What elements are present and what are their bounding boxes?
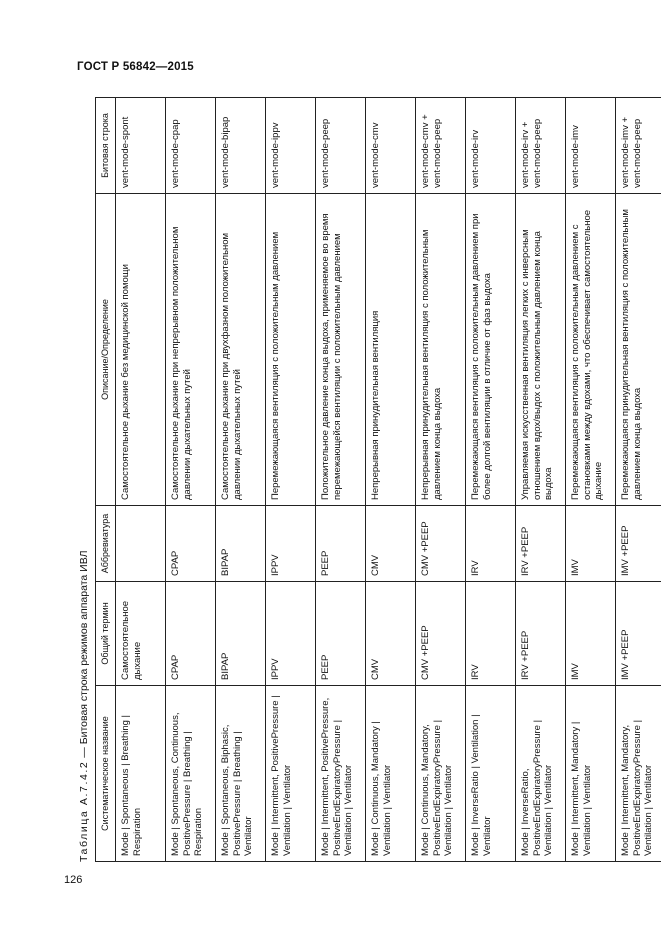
cell-common-term: CMV +PEEP	[416, 582, 466, 686]
table-row	[616, 98, 661, 862]
cell-description: Перемежающаяся принудительная вентиляция с положительным давлением конца выдоха	[616, 194, 661, 506]
cell-abbreviation: IMV +PEEP	[616, 506, 661, 582]
cell-bit-string: vent-mode-irv	[466, 98, 516, 194]
table-header-row	[96, 98, 116, 862]
cell-abbreviation: PEEP	[316, 506, 366, 582]
cell-abbreviation: CMV	[366, 506, 416, 582]
cell-description: Непрерывная принудительная вентиляция с положительным давлением конца выдоха	[416, 194, 466, 506]
cell-common-term: BIPAP	[216, 582, 266, 686]
cell-systematic-name: Mode | Continuous, Mandatory | Ventilation | Ventilator	[366, 686, 416, 862]
cell-common-term: CMV	[366, 582, 416, 686]
cell-abbreviation: BIPAP	[216, 506, 266, 582]
cell-description: Перемежающаяся вентиляция с положительным давлением при более долгой вентиляции в отличие от фаз выдоха	[466, 194, 516, 506]
table-row	[116, 98, 166, 862]
column-header-abbreviation: Аббревиатура	[96, 506, 116, 582]
cell-systematic-name: Mode | InverseRatio | Ventilation | Ventilator	[466, 686, 516, 862]
cell-bit-string: vent-mode-cmv + vent-mode-peep	[416, 98, 466, 194]
cell-abbreviation: IRV	[466, 506, 516, 582]
cell-abbreviation	[116, 506, 166, 582]
rotated-table-region	[77, 98, 654, 862]
table-row	[566, 98, 616, 862]
cell-description: Самостоятельное дыхание при двухфазном положительном давлении дыхательных путей	[216, 194, 266, 506]
table-caption-text: — Битовая строка режимов аппарата ИВЛ	[78, 550, 90, 761]
cell-common-term: IMV +PEEP	[616, 582, 661, 686]
cell-bit-string: vent-mode-imv + vent-mode-peep	[616, 98, 661, 194]
column-header-common-term: Общий термин	[96, 582, 116, 686]
cell-systematic-name: Mode | Intermittent, Mandatory, PositiveEndExpiratoryPressure | Ventilation | Ventilator	[616, 686, 661, 862]
table-row	[416, 98, 466, 862]
cell-common-term: IRV	[466, 582, 516, 686]
cell-common-term: IMV	[566, 582, 616, 686]
table-row	[216, 98, 266, 862]
cell-abbreviation: IPPV	[266, 506, 316, 582]
cell-systematic-name: Mode | Intermittent, PositivePressure | Ventilation | Ventilator	[266, 686, 316, 862]
cell-systematic-name: Mode | Spontaneous | Breathing | Respiration	[116, 686, 166, 862]
cell-systematic-name: Mode | Intermittent, Mandatory | Ventilation | Ventilator	[566, 686, 616, 862]
cell-description: Перемежающаяся вентиляция с положительным давлением	[266, 194, 316, 506]
standard-header: ГОСТ Р 56842—2015	[77, 61, 194, 73]
cell-bit-string: vent-mode-peep	[316, 98, 366, 194]
page-number: 126	[64, 874, 83, 886]
column-header-bit-string: Битовая строка	[96, 98, 116, 194]
cell-systematic-name: Mode | Continuous, Mandatory, PositiveEndExpiratoryPressure | Ventilation | Ventilator	[416, 686, 466, 862]
cell-description: Непрерывная принудительная вентиляция	[366, 194, 416, 506]
cell-abbreviation: IMV	[566, 506, 616, 582]
cell-bit-string: vent-mode-cmv	[366, 98, 416, 194]
table-row	[516, 98, 566, 862]
cell-abbreviation: IRV +PEEP	[516, 506, 566, 582]
cell-description: Перемежающаяся вентиляция с положительным давлением с остановками между вдохами, что обеспечивает самостоятельное дыхание	[566, 194, 616, 506]
cell-systematic-name: Mode | InverseRatio, PositiveEndExpiratoryPressure | Ventilation | Ventilator	[516, 686, 566, 862]
column-header-systematic-name: Систематическое название	[96, 686, 116, 862]
cell-description: Самостоятельное дыхание без медицинской помощи	[116, 194, 166, 506]
cell-description: Самостоятельное дыхание при непрерывном положительном давлении дыхательных путей	[166, 194, 216, 506]
cell-common-term: CPAP	[166, 582, 216, 686]
cell-bit-string: vent-mode-imv	[566, 98, 616, 194]
cell-common-term: IRV +PEEP	[516, 582, 566, 686]
table-row	[466, 98, 516, 862]
cell-systematic-name: Mode | Spontaneous, Continuous, PositivePressure | Breathing | Respiration	[166, 686, 216, 862]
table-row	[366, 98, 416, 862]
cell-bit-string: vent-mode-ippv	[266, 98, 316, 194]
column-header-description: Описание/Определение	[96, 194, 116, 506]
table-row	[316, 98, 366, 862]
cell-abbreviation: CPAP	[166, 506, 216, 582]
cell-bit-string: vent-mode-irv + vent-mode-peep	[516, 98, 566, 194]
table-row	[166, 98, 216, 862]
cell-common-term: Самостоятельное дыхание	[116, 582, 166, 686]
table-caption	[77, 551, 97, 863]
cell-abbreviation: CMV +PEEP	[416, 506, 466, 582]
cell-systematic-name: Mode | Spontaneous, Biphasic, PositivePressure | Breathing | Ventilator	[216, 686, 266, 862]
cell-common-term: PEEP	[316, 582, 366, 686]
ventilator-modes-table	[95, 97, 661, 862]
cell-bit-string: vent-mode-bipap	[216, 98, 266, 194]
table-caption-label: Таблица А.7.4.2	[78, 760, 90, 862]
table-row	[266, 98, 316, 862]
cell-bit-string: vent-mode-cpap	[166, 98, 216, 194]
cell-description: Управляемая искусственная вентиляция легких с инверсным отношением вдох/выдох с положительным давлением конца выдоха	[516, 194, 566, 506]
cell-description: Положительное давление конца выдоха, применяемое во время перемежающейся вентиляции с положительным давлением	[316, 194, 366, 506]
cell-common-term: IPPV	[266, 582, 316, 686]
cell-systematic-name: Mode | Intermittent, PositivePressure, PositiveEndExpiratoryPressure | Ventilation | Ventilator	[316, 686, 366, 862]
cell-bit-string: vent-mode-spont	[116, 98, 166, 194]
